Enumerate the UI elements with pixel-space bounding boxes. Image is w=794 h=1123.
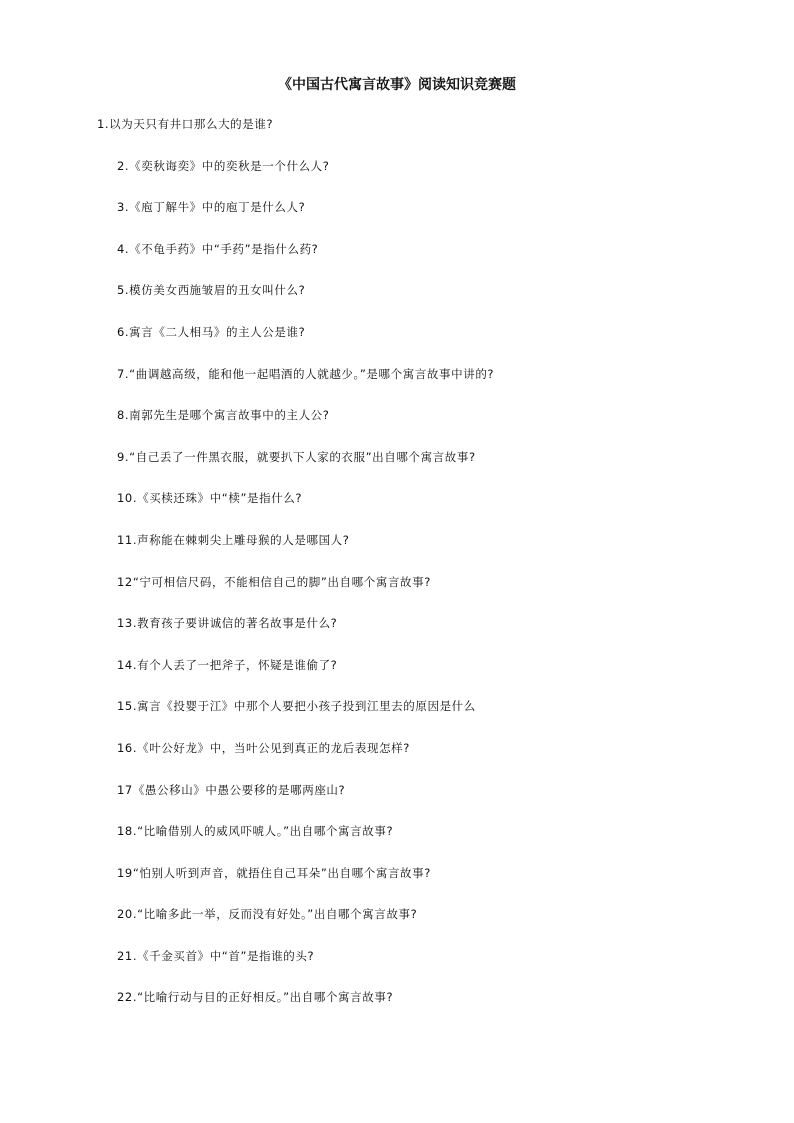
question-item: 19“怕别人听到声音，就捂住自己耳朵”出自哪个寓言故事? bbox=[117, 865, 431, 880]
question-item: 5.模仿美女西施皱眉的丑女叫什么? bbox=[117, 283, 306, 298]
question-item: 9.“自己丢了一件黑衣服，就要扒下人家的衣服”出自哪个寓言故事? bbox=[117, 449, 476, 464]
question-list bbox=[0, 112, 794, 1027]
question-item: 22.“比喻行动与目的正好相反。”出自哪个寓言故事? bbox=[117, 990, 394, 1005]
question-item: 21.《千金买首》中“首”是指谁的头? bbox=[117, 948, 315, 963]
question-item: 4.《不龟手药》中“手药”是指什么药? bbox=[117, 241, 319, 256]
question-item: 3.《庖丁解牛》中的庖丁是什么人? bbox=[117, 200, 306, 215]
question-item: 14.有个人丢了一把斧子，怀疑是谁偷了? bbox=[117, 657, 338, 672]
question-item: 6.寓言《二人相马》的主人公是谁? bbox=[117, 324, 306, 339]
question-item: 11.声称能在棘刺尖上雕母猴的人是哪国人? bbox=[117, 532, 350, 547]
question-item: 15.寓言《投婴于江》中那个人要把小孩子投到江里去的原因是什么 bbox=[117, 699, 476, 714]
page-title: 《中国古代寓言故事》阅读知识竞赛题 bbox=[278, 77, 516, 93]
question-item: 8.南郭先生是哪个寓言故事中的主人公? bbox=[117, 408, 330, 423]
question-item: 13.教育孩子要讲诚信的著名故事是什么? bbox=[117, 616, 338, 631]
question-item: 1.以为天只有井口那么大的是谁? bbox=[97, 117, 274, 131]
question-item: 17《愚公移山》中愚公要移的是哪两座山? bbox=[117, 782, 346, 797]
question-item: 10.《买椟还珠》中“椟”是指什么? bbox=[117, 491, 303, 506]
question-item: 18.“比喻借别人的威风吓唬人。”出自哪个寓言故事? bbox=[117, 824, 394, 839]
question-item: 7.“曲调越高级，能和他一起唱酒的人就越少。”是哪个寓言故事中讲的? bbox=[117, 366, 495, 381]
question-item: 16.《叶公好龙》中，当叶公见到真正的龙后表现怎样? bbox=[117, 740, 410, 755]
question-item: 20.“比喻多此一举，反而没有好处。”出自哪个寓言故事? bbox=[117, 907, 418, 922]
question-item: 12“宁可相信尺码，不能相信自己的脚”出自哪个寓言故事? bbox=[117, 574, 431, 589]
question-item: 2.《奕秋诲奕》中的奕秋是一个什么人? bbox=[117, 158, 330, 173]
